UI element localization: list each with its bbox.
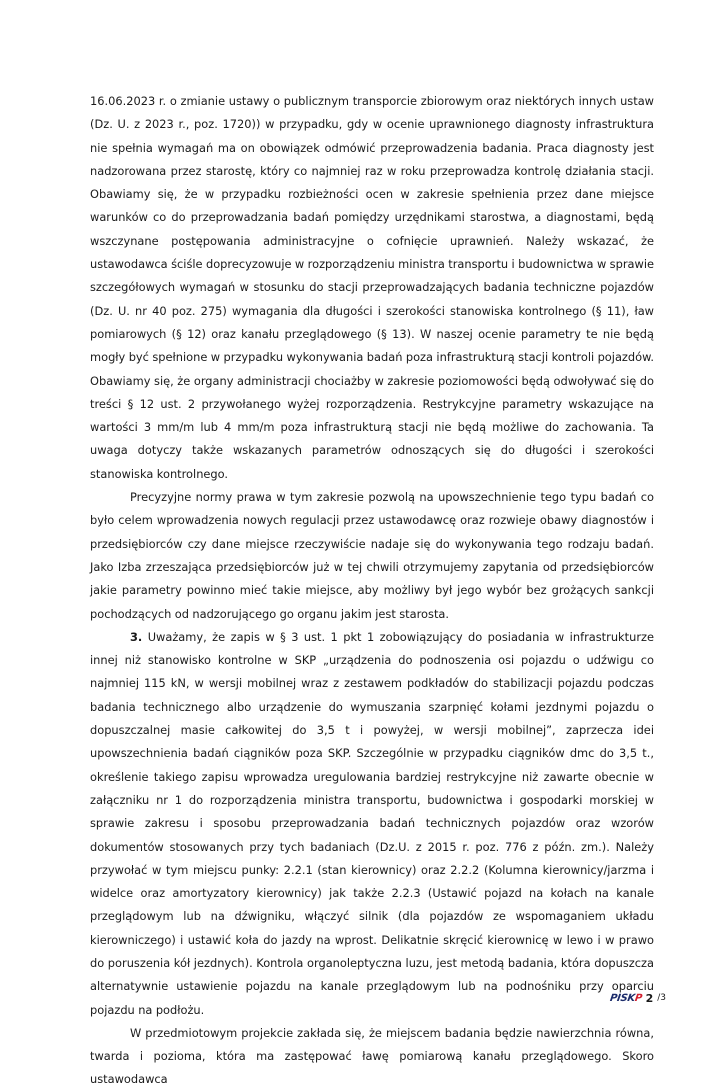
point-number: 3.: [130, 629, 143, 644]
paragraph-3: [90, 626, 654, 1022]
paragraph-1: 16.06.2023 r. o zmianie ustawy o publicznym transporcie zbiorowym oraz niektórych innych ustaw (Dz. U. z 2023 r., poz. 1720)) w przypadku, gdy w ocenie uprawnionego diagnosty infrastruktura nie spełnia wymagań ma on obowiązek odmówić przeprowadzenia badania. Praca diagnosty jest nadzorowana przez starostę, który co najmniej raz w roku przeprowadza kontrolę działania stacji. Obawiamy się, że w przypadku rozbieżności ocen w zakresie spełnienia przez dane miejsce warunków co do przeprowadzania badań pomiędzy urzędnikami starostwa, a diagnostami, będą wszczynane postępowania administracyjne o cofnięcie uprawnień. Należy wskazać, że ustawodawca ściśle doprecyzowuje w rozporządzeniu ministra transportu i budownictwa w sprawie szczegółowych wymagań w stosunku do stacji przeprowadzających badania techniczne pojazdów (Dz. U. nr 40 poz. 275) wymagania dla długości i szerokości stanowiska kontrolnego (§ 11), ław pomiarowych (§ 12) oraz kanału przeglądowego (§ 13). W naszej ocenie parametry te nie będą mogły być spełnione w przypadku wykonywania badań poza infrastrukturą stacji kontroli pojazdów. Obawiamy się, że organy administracji chociażby w zakresie poziomowości będą odwoływać się do treści § 12 ust. 2 przywołanego wyżej rozporządzenia. Restrykcyjne parametry wskazujące na wartości 3 mm/m lub 4 mm/m poza infrastrukturą stacji nie będą możliwe do zachowania. Ta uwaga dotyczy także wskazanych parametrów odnoszących się do długości i szerokości stanowiska kontrolnego.: [90, 94, 654, 481]
logo-accent: P: [633, 992, 643, 1004]
paragraph-2: Precyzyjne normy prawa w tym zakresie pozwolą na upowszechnienie tego typu badań co było celem wprowadzenia nowych regulacji przez ustawodawcę oraz rozwieje obawy diagnostów i przedsiębiorców czy dane miejsce rzeczywiście nadaje się do wykonywania tego rodzaju badań. Jako Izba zrzeszająca przedsiębiorców już w tej chwili otrzymujemy zapytania od przedsiębiorców jakie parametry powinno mieć takie miejsce, aby możliwy był jego wybór bez grożących sankcji pochodzących od nadzorującego go organu jakim jest starosta.: [90, 490, 654, 621]
page-footer: [610, 990, 666, 1006]
document-body: [90, 90, 654, 1092]
logo-text: PISK: [608, 992, 636, 1004]
page-number-current: 2: [645, 991, 654, 1005]
paragraph-4: W przedmiotowym projekcie zakłada się, że miejscem badania będzie nawierzchnia równa, twarda i pozioma, która ma zastępować ławę pomiarową kanału przeglądowego. Skoro ustawodawca: [90, 1025, 654, 1087]
paragraph-3-text: Uważamy, że zapis w § 3 ust. 1 pkt 1 zobowiązujący do posiadania w infrastrukturze innej niż stanowisko kontrolne w SKP „urządzenia do podnoszenia osi pojazdu o udźwigu co najmniej 115 kN, w wersji mobilnej wraz z zestawem podkładów do stabilizacji pojazdu podczas badania technicznego albo urządzenie do wymuszania szarpnięć kołami jezdnymi pojazdu o dopuszczalnej masie całkowitej do 3,5 t i powyżej, w wersji mobilnej”, zaprzecza idei upowszechnienia badań ciągników poza SKP. Szczególnie w przypadku ciągników dmc do 3,5 t., określenie takiego zapisu wprowadza uregulowania bardziej restrykcyjne niż zawarte obecnie w załączniku nr 1 do rozporządzenia ministra transportu, budownictwa i gospodarki morskiej w sprawie zakresu i sposobu przeprowadzania badań technicznych pojazdów oraz wzorów dokumentów stosowanych przy tych badaniach (Dz.U. z 2015 r. poz. 776 z późn. zm.). Należy przywołać w tym miejscu punky: 2.2.1 (stan kierownicy) oraz 2.2.2 (Kolumna kierownicy/jarzma i widelce oraz amortyzatory kierownicy) jak także 2.2.3 (Ustawić pojazd na kołach na kanale przeglądowym lub na dźwigniku, włączyć silnik (dla pojazdów ze wspomaganiem układu kierowniczego) i ustawić koła do jazdy na wprost. Delikatnie skręcić kierownicę w lewo i w prawo do poruszenia kół jezdnych). Kontrola organoleptyczna luzu, jest metodą badania, która dopuszcza alternatywnie ustawienie pojazdu na kanale przeglądowym lub na podnośniku przy oparciu pojazdu na podłożu.: [90, 629, 654, 1017]
pisk-logo: [609, 993, 642, 1004]
page-number-total: /3: [657, 993, 666, 1003]
